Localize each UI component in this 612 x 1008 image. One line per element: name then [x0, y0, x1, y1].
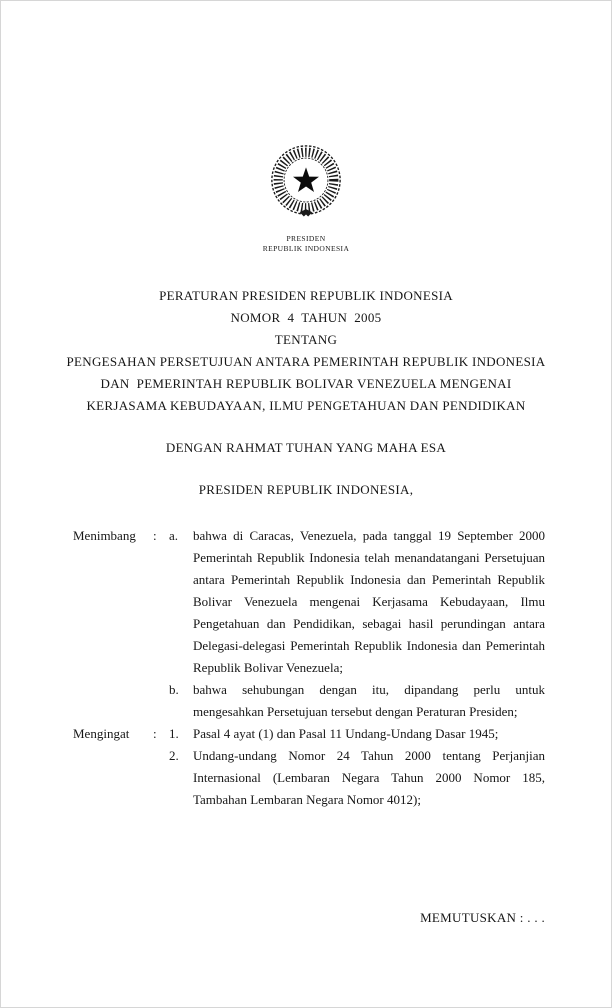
regulation-heading — [1, 285, 611, 417]
seal-org-line2: REPUBLIK INDONESIA — [262, 243, 350, 253]
mengingat-label: Mengingat — [73, 726, 130, 741]
menimbang-item-b-text: bahwa sehubungan dengan itu, dipandang perlu untuk mengesahkan Persetujuan tersebut dengan Peraturan Presiden; — [193, 682, 545, 719]
mengingat-item-2-text: Undang-undang Nomor 24 Tahun 2000 tentang Perjanjian Internasional (Lembaran Negara Tahun 2000 Nomor 185, Tambahan Lembaran Negara Nomor 4012); — [193, 748, 545, 807]
regulation-subject-line2: DAN PEMERINTAH REPUBLIK BOLIVAR VENEZUELA MENGENAI — [100, 376, 512, 391]
menimbang-item-a-marker: a. — [169, 528, 179, 543]
menimbang-item-b-marker: b. — [169, 682, 179, 697]
regulation-title: PERATURAN PRESIDEN REPUBLIK INDONESIA — [159, 288, 453, 303]
regulation-about-label: TENTANG — [274, 332, 338, 347]
garuda-star-seal-icon — [267, 141, 345, 221]
memutuskan-continuation: MEMUTUSKAN : . . . — [420, 910, 545, 925]
menimbang-label: Menimbang — [73, 528, 136, 543]
invocation-line: DENGAN RAHMAT TUHAN YANG MAHA ESA — [165, 440, 447, 455]
seal-org-line1: PRESIDEN — [286, 234, 326, 243]
regulation-subject-line1: PENGESAHAN PERSETUJUAN ANTARA PEMERINTAH REPUBLIK INDONESIA — [66, 354, 546, 369]
regulation-number: NOMOR 4 TAHUN 2005 — [230, 310, 382, 325]
mengingat-colon: : — [153, 726, 157, 741]
menimbang-colon: : — [153, 528, 157, 543]
authority-line: PRESIDEN REPUBLIK INDONESIA, — [198, 482, 414, 497]
seal-caption — [1, 234, 611, 253]
mengingat-item-1-marker: 1. — [169, 726, 179, 741]
seal-block — [1, 141, 611, 253]
regulation-subject-line3: KERJASAMA KEBUDAYAAN, ILMU PENGETAHUAN DAN PENDIDIKAN — [86, 398, 526, 413]
clauses-section — [73, 525, 545, 811]
menimbang-clause — [73, 525, 545, 723]
mengingat-item-2-marker: 2. — [169, 748, 179, 763]
mengingat-clause — [73, 723, 545, 811]
mengingat-item-1-text: Pasal 4 ayat (1) dan Pasal 11 Undang-Undang Dasar 1945; — [193, 726, 499, 741]
menimbang-item-a-text: bahwa di Caracas, Venezuela, pada tanggal 19 September 2000 Pemerintah Republik Indonesia telah menandatangani Persetujuan antara Pemerintah Republik Indonesia dan Pemerintah Republik Bolivar Venezuela mengenai Kerjasama Kebudayaan, Ilmu Pengetahuan dan Pendidikan, sebagai hasil perundingan antara Delegasi-delegasi Pemerintah Republik Indonesia dan Pemerintah Republik Bolivar Venezuela; — [193, 528, 545, 675]
